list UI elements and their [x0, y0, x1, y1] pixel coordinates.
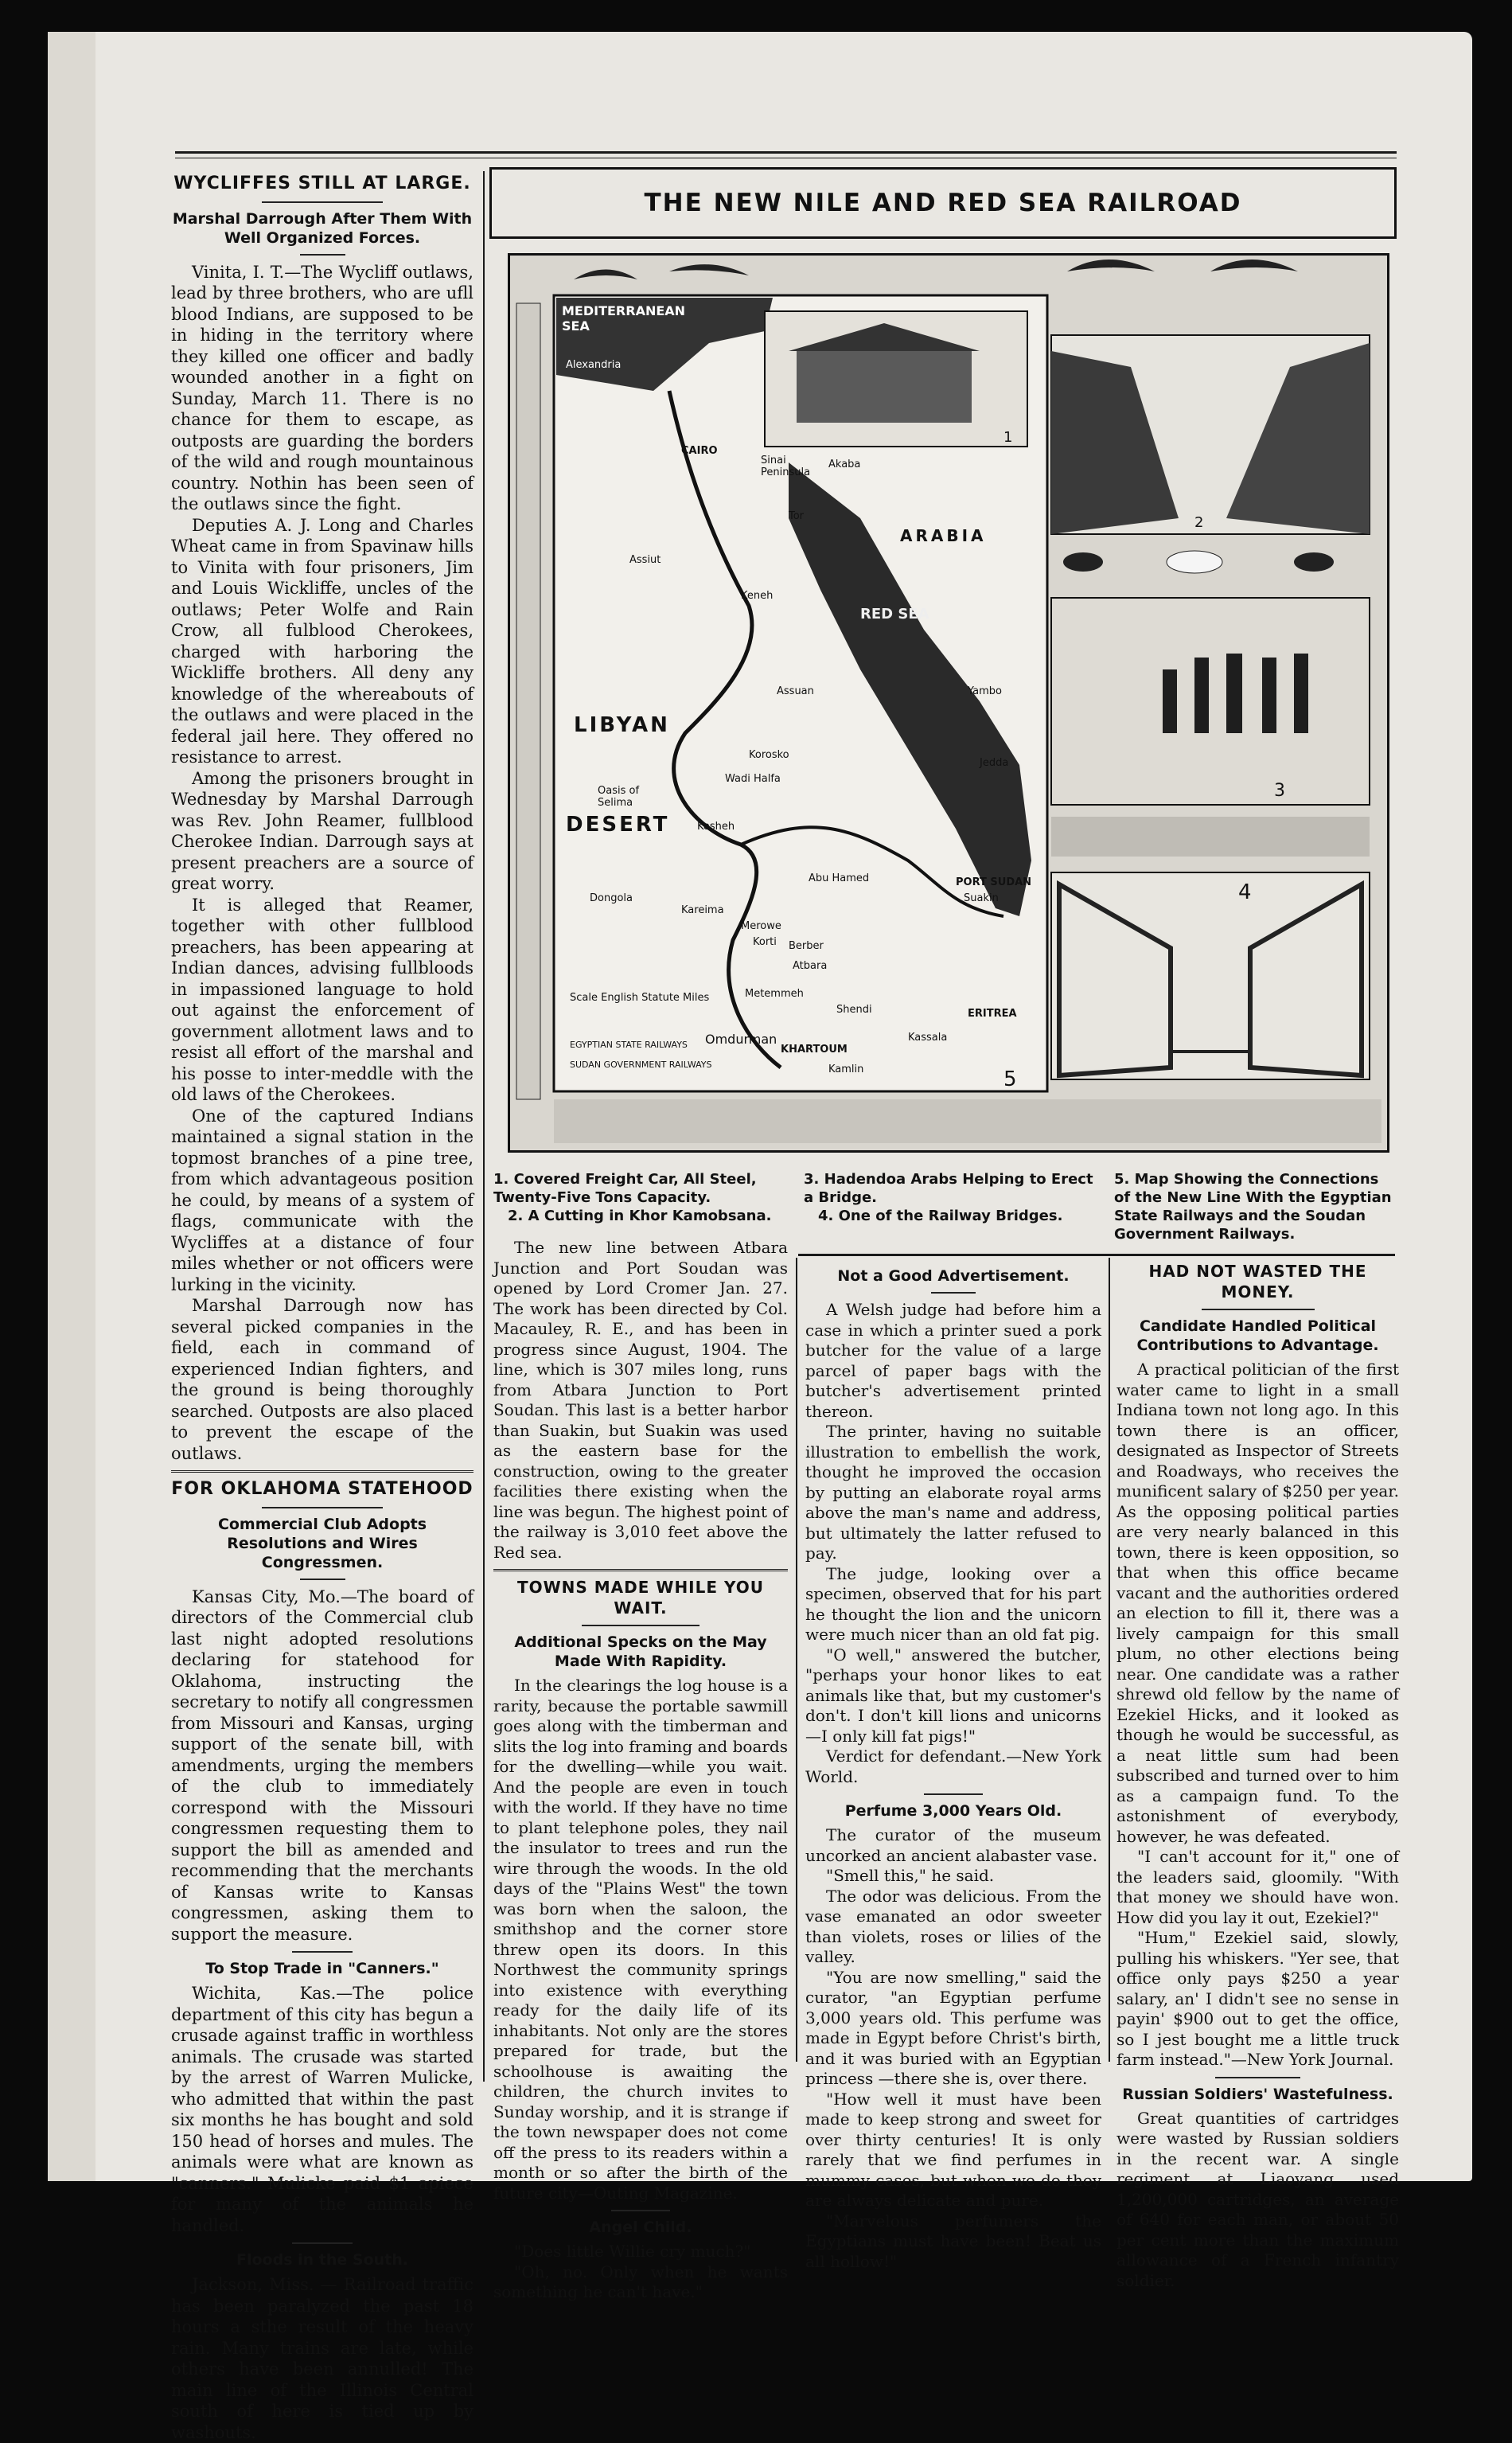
article-paragraph: "O well," answered the butcher, "perhaps your honor likes to eat animals like that, but my customer's don't. I don't kill lions and unicorns —I only kill fat pigs!"	[805, 1645, 1101, 1746]
article-subtitle-wycliffes: Marshal Darrough After Them With Well Organized Forces.	[172, 209, 473, 247]
article-paragraph: "Oh, no. Only when he wants something he can't have."	[493, 2262, 788, 2301]
article-paragraph: "How well it must have been made to keep strong and sweet for over thirty centuries! It is only rarely that we find perfumes in mummy cases, but when we do they are always delicate and pure.	[805, 2089, 1101, 2210]
map-label-metemmeh: Metemmeh	[745, 988, 804, 1000]
left-column-decoration	[516, 303, 540, 1099]
map-label-libyan: LIBYAN	[574, 713, 670, 737]
photo-bridge	[1051, 872, 1370, 1079]
map-scale: Scale English Statute Miles	[570, 992, 710, 1004]
map-number-5: 5	[1003, 1067, 1017, 1091]
article-subtitle-towns: Additional Specks on the May Made With Rapidity.	[514, 1633, 767, 1670]
photo-number-1: 1	[1003, 429, 1013, 446]
article-paragraph: The odor was delicious. From the vase emanated an odor sweeter than violets, roses or lilies of the valley.	[805, 1886, 1101, 1966]
caption-5: 5. Map Showing the Connections of the New Line With the Egyptian State Railways and the Soudan Government Railways.	[1114, 1171, 1392, 1243]
article-title-russian: Russian Soldiers' Wastefulness.	[1122, 2085, 1393, 2103]
map-label-alexandria: Alexandria	[566, 359, 622, 371]
banner-title: THE NEW NILE AND RED SEA RAILROAD	[644, 189, 1242, 217]
map-label-merowe: Merowe	[741, 920, 781, 932]
column-rule-3	[1109, 1258, 1110, 2062]
article-paragraph: Vinita, I. T.—The Wycliff outlaws, lead by three brothers, who are ufll blood Indians, are supposed to be in hiding in the territory where they killed one officer and badly wounded another in a fight on Sunday, March 11. There is no chance for them to escape, as outposts are guarding the borders of the wild and rough mountainous country. Nothin has been seen of the outlaws since the fight.	[171, 262, 473, 513]
article-paragraph: A practical politician of the first water came to light in a small Indiana town not long ago. In this town there is an officer, designated as Inspector of Streets and Roadways, who receives the munificent salary of $250 per year. As the opposing political parties are very nearly balanced in this town, there is keen opposition, so that when this office became vacant and the authorities ordered an election to fill it, there was a lively campaign for this small plum, no other elections being near. One candidate was a rather shrewd old fellow by the name of Ezekiel Hicks, and it looked as though he would be successful, as a neat little sum had been subscribed and turned over to him as a campaign fund. To the astonishment of everybody, however, he was defeated.	[1116, 1360, 1399, 1846]
boat-band	[1051, 817, 1370, 857]
article-paragraph: Verdict for defendant.—New York World.	[805, 1746, 1101, 1786]
map-label-cairo: CAIRO	[681, 445, 718, 457]
article-paragraph: A Welsh judge had before him a case in which a printer sued a pork butcher for the value of a large parcel of paper bags with the butcher's advertisement printed thereon.	[805, 1300, 1101, 1421]
article-paragraph: "Hum," Ezekiel said, slowly, pulling his whiskers. "Yer see, that office only pays $250 a year salary, an' I didn't see no sense in payin' $900 out to get the office, so I jest bought me a little truck farm instead."—New York Journal.	[1116, 1928, 1399, 2069]
page-fold-shadow	[48, 32, 95, 2181]
map-label-korosko: Korosko	[749, 749, 789, 761]
map-label-eritrea: ERITREA	[968, 1008, 1017, 1020]
article-paragraph: "Does little Willie cry much?"	[514, 2242, 751, 2261]
map-label-sinai: Sinai Peninsula	[761, 455, 811, 478]
map-label-korti: Korti	[753, 936, 777, 948]
freight-car-shape	[797, 351, 972, 423]
article-paragraph: Kansas City, Mo.—The board of directors of the Commercial club last night adopted resolutions declaring for statehood for Oklahoma, instructing the secretary to notify all congressmen from Missouri and Kansas, urging support of the senate bill, with amendments, urging the members of the club to immediately correspond with the Missouri congressmen requesting them to support the bill as amended and recommending that the merchants of Kansas write to Kansas congressmen, asking them to support the measure.	[171, 1586, 473, 1944]
photo-number-3: 3	[1274, 781, 1285, 801]
bottom-frieze	[554, 1099, 1381, 1143]
map-label-akaba: Akaba	[828, 459, 861, 470]
map-label-oasis: Oasis of Selima	[598, 785, 640, 809]
article-paragraph: Deputies A. J. Long and Charles Wheat came in from Spavinaw hills to Vinita with four prisoners, Jim and Louis Wickliffe, uncles of the outlaws; Peter Wolfe and Rain Crow, all fulblood Cherokees, charged with harboring the Wickliffe brothers. All deny any knowledge of the whereabouts of the outlaws and were placed in the federal jail here. They offered no resistance to arrest.	[171, 515, 473, 767]
column-4	[1116, 1262, 1399, 2291]
article-paragraph: The judge, looking over a specimen, observed that for his part he thought the lion and the unicorn were much nicer than an old fat pig.	[805, 1563, 1101, 1644]
article-paragraph: Marshal Darrough now has several picked companies in the field, each in command of experienced Indian fighters, and the ground is being thoroughly searched. Outposts are also placed to prevent the escape of the outlaws.	[171, 1296, 473, 1463]
map-label-dongola: Dongola	[590, 892, 633, 904]
article-paragraph: "You are now smelling," said the curator, "an Egyptian perfume 3,000 years old. This perfume was made in Egypt before Christ's birth, and it was buried with an Egyptian princess —there she is, over there.	[805, 1967, 1101, 2088]
article-paragraph: "Smell this," he said.	[826, 1866, 995, 1885]
map-label-atbara: Atbara	[793, 960, 828, 972]
article-title-wycliffes: WYCLIFFES STILL AT LARGE.	[173, 174, 471, 193]
illustration-frame	[508, 253, 1389, 1153]
article-paragraph: "I can't account for it," one of the leaders said, gloomily. "With that money we should have won. How did you lay it out, Ezekiel?"	[1116, 1847, 1399, 1927]
map-label-kareima: Kareima	[681, 904, 724, 916]
caption-block-1	[493, 1170, 788, 1225]
article-title-perfume: Perfume 3,000 Years Old.	[844, 1802, 1062, 1820]
article-paragraph: "Marvelous perfumers the Egyptians must have been! Beat us all hollow!"	[805, 2211, 1101, 2271]
illustration-svg	[510, 256, 1387, 1150]
map-label-abu-hamed: Abu Hamed	[809, 872, 870, 884]
column-rule-1	[483, 171, 485, 2082]
photo-number-4: 4	[1238, 880, 1252, 904]
article-title-statehood: FOR OKLAHOMA STATEHOOD	[171, 1479, 473, 1499]
map-legend-egyptian: EGYPTIAN STATE RAILWAYS	[570, 1040, 688, 1050]
article-paragraph: The printer, having no suitable illustration to embellish the work, thought he improved the occasion by putting an elaborate royal arms above the man's name and address, but ultimately the latter refused to pay.	[805, 1422, 1101, 1563]
column-3	[805, 1262, 1101, 2272]
article-paragraph: The curator of the museum uncorked an ancient alabaster vase.	[805, 1825, 1101, 1865]
top-rule	[175, 151, 1397, 154]
caption-3: 3. Hadendoa Arabs Helping to Erect a Bridge.	[804, 1171, 1093, 1206]
article-subtitle-statehood: Commercial Club Adopts Resolutions and Wires Congressmen.	[217, 1515, 427, 1571]
map-label-kamlin: Kamlin	[828, 1063, 864, 1075]
map-label-tor: Tor	[789, 510, 805, 522]
photo-hadendoa	[1051, 598, 1370, 805]
article-paragraph: Jackson, Miss. — Railroad traffic has been paralyzed the past 18 hours a sthe result of the heavy rain. Many trains are late, while others have been annulled! The main line of the Illinois Central south of here is tied up by washouts.	[171, 2275, 473, 2442]
map-label-wadi-halfa: Wadi Halfa	[725, 773, 781, 785]
map-label-kosheh: Kosheh	[697, 821, 735, 833]
map-label-keneh: Keneh	[741, 590, 774, 602]
map-label-red-sea: RED SEA	[860, 606, 929, 622]
caption-4: 4. One of the Railway Bridges.	[818, 1208, 1063, 1224]
photo-number-2: 2	[1194, 514, 1204, 531]
article-paragraph: Among the prisoners brought in Wednesday by Marshal Darrough was Rev. John Reamer, fullblood Cherokee Indian. Darrough says at present preachers are a source of great worry.	[171, 768, 473, 893]
map-label-kassala: Kassala	[908, 1032, 948, 1044]
map-label-port-sudan: PORT SUDAN	[956, 876, 1032, 888]
palm-decoration-icon	[574, 260, 1298, 279]
article-title-canners: To Stop Trade in "Canners."	[205, 1960, 439, 1977]
bird-decoration-icon	[1063, 551, 1334, 573]
map-label-suakin: Suakin	[964, 892, 999, 904]
map-label-jedda: Jedda	[980, 757, 1009, 769]
article-title-towns: TOWNS MADE WHILE YOU WAIT.	[516, 1578, 765, 1618]
map-label-omdurman: Omdurman	[705, 1032, 777, 1047]
column-2	[493, 1238, 788, 2303]
map-label-yambo: Yambo	[968, 685, 1002, 697]
map-label-khartoum: KHARTOUM	[781, 1044, 848, 1056]
map-label-mediterranean: MEDITERRANEAN SEA	[562, 303, 686, 334]
caption-block-2	[804, 1170, 1098, 1225]
lower-top-rule	[798, 1254, 1395, 1256]
article-paragraph: In the clearings the log house is a rarity, because the portable sawmill goes along with the timberman and slits the log into framing and boards for the dwelling—while you wait. And the people are even in touch with the world. If they have no time to plant telephone poles, they nail the insulator to trees and run the wire through the woods. In the old days of the "Plains West" the town was born when the saloon, the smithshop and the corner store threw open its doors. In this Northwest the community springs into existence with everything ready for the daily life of its inhabitants. Not only are the stores prepared for trade, but the schoolhouse is awaiting the children, the church invites to Sunday worship, and it is strange if the town newspaper does not come off the press to its readers within a month or so after the birth of the future city—Outing Magazine.	[493, 1676, 788, 2203]
map-legend-sudan: SUDAN GOVERNMENT RAILWAYS	[570, 1060, 712, 1070]
banner-box	[489, 167, 1397, 239]
map-label-assuan: Assuan	[777, 685, 814, 697]
column-1	[171, 174, 473, 2443]
article-paragraph: The new line between Atbara Junction and Port Soudan was opened by Lord Cromer Jan. 27. The work has been directed by Col. Macauley, R. E., and has been in progress since August, 1904. The line, which is 307 miles long, runs from Atbara Junction to Port Soudan. This last is a better harbor than Suakin, but Suakin was used as the eastern base for the construction, owing to the greater facilities there existing when the line was begun. The highest point of the railway is 3,010 feet above the Red sea.	[493, 1238, 788, 1562]
article-title-money: HAD NOT WASTED THE MONEY.	[1148, 1262, 1367, 1302]
article-paragraph: Wichita, Kas.—The police department of this city has begun a crusade against traffic in worthless animals. The crusade was started by the arrest of Warren Mulicke, who admitted that within the past six months he has bought and sold 150 head of horses and mules. The animals were what are known as "canners." Mulicke paid $1 apiece for many of the animals he handled.	[171, 1984, 473, 2235]
map-label-desert: DESERT	[566, 813, 670, 837]
article-title-advertisement: Not a Good Advertisement.	[837, 1267, 1070, 1285]
article-subtitle-money: Candidate Handled Political Contributions to Advantage.	[1136, 1317, 1379, 1354]
caption-1: 1. Covered Freight Car, All Steel, Twenty-Five Tons Capacity.	[493, 1171, 757, 1206]
article-paragraph: It is alleged that Reamer, together with other fullblood preachers, has been appearing at Indian dances, advising fullbloods in impassioned language to hold out against the enforcement of government allotment laws and to resist all effort of the marshal and his posse to inter-meddle with the old laws of the Cherokees.	[171, 895, 473, 1104]
article-paragraph: One of the captured Indians maintained a signal station in the topmost branches of a pine tree, from which advantageous position he could, by means of a system of flags, communicate with the Wycliffes at a distance of four miles whether or not officers were lurking in the vicinity.	[171, 1106, 473, 1294]
article-title-floods: Floods in the South.	[236, 2251, 408, 2269]
column-rule-2	[796, 1258, 797, 2062]
article-title-angel-child: Angel Child.	[589, 2219, 692, 2236]
caption-2: 2. A Cutting in Khor Kamobsana.	[508, 1208, 772, 1224]
map-label-arabia: ARABIA	[900, 526, 987, 545]
map-label-shendi: Shendi	[836, 1004, 872, 1016]
article-paragraph: Great quantities of cartridges were wasted by Russian soldiers in the recent war. A single regiment at Liaoyang used 1,200,000 cartridges, an average of 640 for each man, or about 50 per cent more than the maximum allowance of a French infantry soldier.	[1116, 2108, 1399, 2290]
map-label-berber: Berber	[789, 940, 824, 952]
map-label-assiut: Assiut	[629, 554, 661, 566]
